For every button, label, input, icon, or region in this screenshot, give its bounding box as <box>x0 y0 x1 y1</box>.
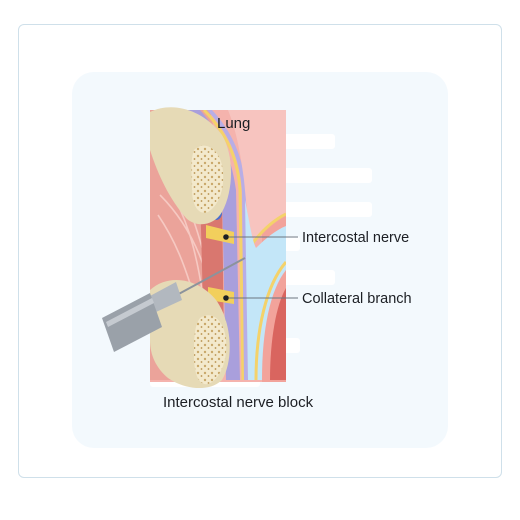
figure-caption: Intercostal nerve block <box>163 394 314 411</box>
lung-label: Lung <box>217 115 251 132</box>
nerve-dot <box>223 234 229 240</box>
collateral-branch-label: Collateral branch <box>302 291 412 307</box>
intercostal-nerve-label: Intercostal nerve <box>302 230 410 246</box>
branch-dot <box>223 295 229 301</box>
